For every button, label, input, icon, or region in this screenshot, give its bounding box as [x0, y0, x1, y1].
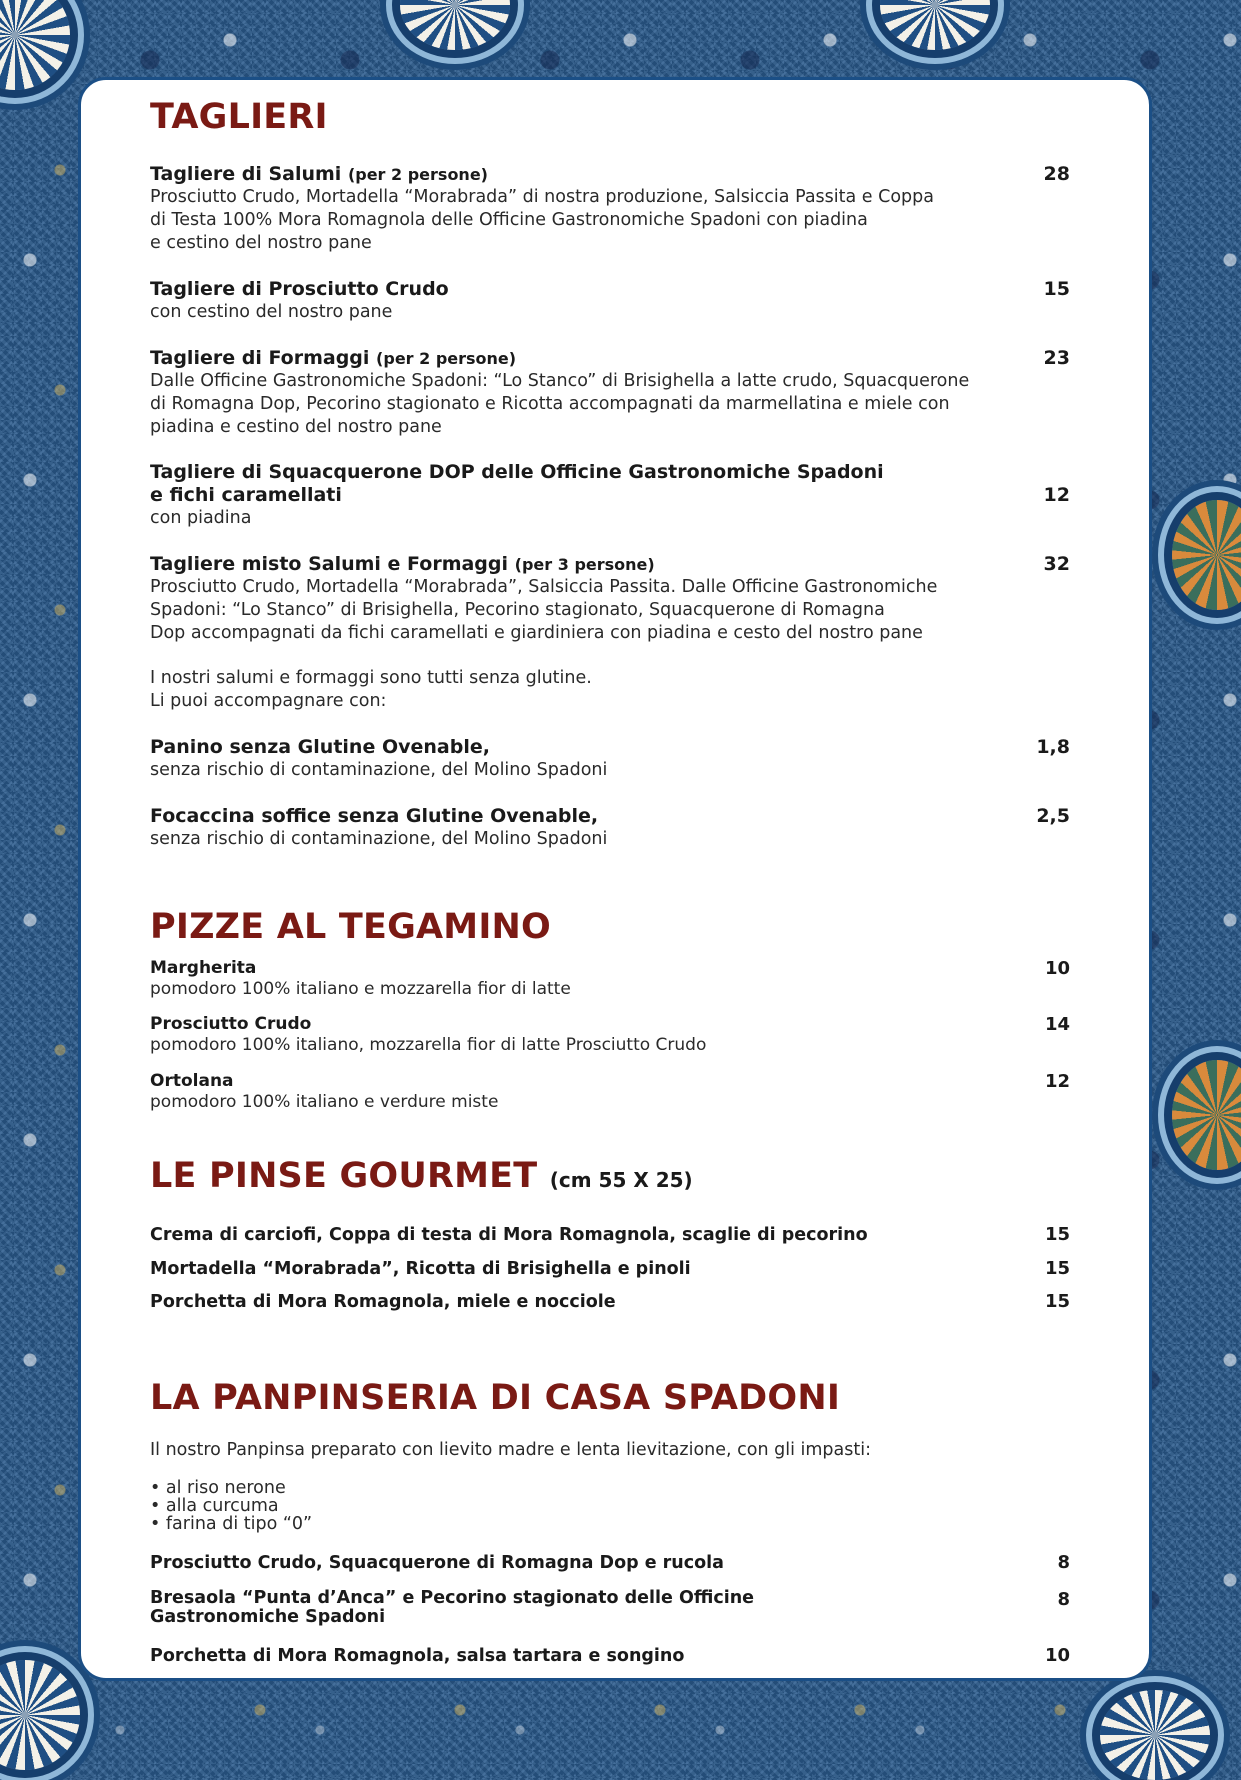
mosaic-medallion [1172, 1060, 1241, 1170]
menu-item [150, 278, 1070, 324]
dough-item: • alla curcuma [150, 1497, 312, 1515]
item-name: Prosciutto Crudo [150, 1014, 312, 1034]
item-price: 1,8 [1036, 736, 1070, 758]
item-description: Prosciutto Crudo, Mortadella “Morabrada” di nostra produzione, Salsiccia Passita e Coppa di Testa 100% Mora Romagnola delle Officine Gastronomiche Spadoni con piadina e cestino del nostro pane [150, 187, 934, 253]
item-name: Prosciutto Crudo, Squacquerone di Romagna Dop e rucola [150, 1553, 724, 1573]
item-price: 12 [1044, 1071, 1070, 1092]
item-description: senza rischio di contaminazione, del Molino Spadoni [150, 829, 608, 849]
gluten-free-note: I nostri salumi e formaggi sono tutti senza glutine. Li puoi accompagnare con: [150, 668, 592, 711]
menu-item [150, 461, 1070, 530]
section-title-text: LE PINSE GOURMET [150, 1156, 538, 1196]
section-title-pinse [150, 1156, 693, 1196]
item-description: con cestino del nostro pane [150, 302, 393, 322]
item-name: Margherita [150, 958, 257, 978]
item-name: Tagliere di Formaggi (per 2 persone) [150, 347, 517, 369]
item-name: Tagliere di Salumi (per 2 persone) [150, 163, 488, 185]
menu-item [150, 553, 1070, 645]
item-description: pomodoro 100% italiano e mozzarella fior di latte [150, 979, 571, 999]
item-name: Porchetta di Mora Romagnola, salsa tartara e songino [150, 1646, 685, 1666]
item-description: pomodoro 100% italiano e verdure miste [150, 1092, 499, 1112]
item-price: 15 [1044, 1258, 1070, 1279]
item-price: 8 [1057, 1552, 1070, 1573]
section-title-pizze: PIZZE AL TEGAMINO [150, 907, 551, 947]
menu-item [150, 736, 1070, 782]
item-name: Tagliere di Squacquerone DOP delle Officine Gastronomiche Spadoni e fichi caramellati [150, 461, 884, 506]
menu-item [150, 805, 1070, 851]
dough-item: • farina di tipo “0” [150, 1515, 312, 1533]
mosaic-medallion [400, 0, 510, 50]
item-name: Ortolana [150, 1071, 234, 1091]
menu-item [150, 1291, 1070, 1313]
item-description: Prosciutto Crudo, Mortadella “Morabrada”, Salsiccia Passita. Dalle Officine Gastronomiche Spadoni: “Lo Stanco” di Brisighella, Pecorino stagionato, Squacquerone di Romagna Dop accompagnati da fichi caramellati e giardiniera con piadina e cesto del nostro pane [150, 577, 938, 643]
item-name: Tagliere misto Salumi e Formaggi (per 3 persone) [150, 553, 655, 575]
item-price: 15 [1043, 278, 1070, 300]
item-name: Mortadella “Morabrada”, Ricotta di Brisighella e pinoli [150, 1259, 691, 1279]
mosaic-medallion [0, 0, 70, 90]
menu-item [150, 1552, 1070, 1574]
item-name: Bresaola “Punta d’Anca” e Pecorino stagionato delle Officine Gastronomiche Spadoni [150, 1588, 755, 1627]
item-description: senza rischio di contaminazione, del Molino Spadoni [150, 760, 608, 780]
mosaic-medallion [1100, 1690, 1210, 1780]
item-price: 14 [1044, 1014, 1070, 1035]
dough-item: • al riso nerone [150, 1479, 312, 1497]
item-name: Panino senza Glutine Ovenable, [150, 736, 490, 758]
menu-item [150, 1071, 1070, 1112]
menu-item [150, 163, 1070, 255]
item-price: 2,5 [1036, 805, 1070, 827]
item-price: 10 [1044, 958, 1070, 979]
item-name: Focaccina soffice senza Glutine Ovenable, [150, 805, 599, 827]
item-price: 28 [1043, 163, 1070, 185]
dough-list [150, 1479, 312, 1533]
panpinseria-intro: Il nostro Panpinsa preparato con lievito madre e lenta lievitazione, con gli impasti: [150, 1440, 871, 1460]
item-description: con piadina [150, 508, 252, 528]
menu-item [150, 1014, 1070, 1055]
item-price: 12 [1043, 484, 1070, 506]
item-price: 15 [1044, 1291, 1070, 1312]
item-name: Porchetta di Mora Romagnola, miele e nocciole [150, 1292, 616, 1312]
mosaic-medallion [880, 0, 990, 50]
menu-item [150, 1224, 1070, 1246]
item-price: 15 [1044, 1224, 1070, 1245]
item-name: Crema di carciofi, Coppa di testa di Mora Romagnola, scaglie di pecorino [150, 1225, 868, 1245]
menu-item [150, 347, 1070, 439]
item-name: Tagliere di Prosciutto Crudo [150, 278, 449, 300]
item-price: 10 [1044, 1645, 1070, 1666]
menu-item [150, 1258, 1070, 1280]
menu-item [150, 1645, 1070, 1667]
section-title-panpinseria: LA PANPINSERIA DI CASA SPADONI [150, 1378, 841, 1418]
item-price: 8 [1057, 1589, 1070, 1610]
item-description: pomodoro 100% italiano, mozzarella fior di latte Prosciutto Crudo [150, 1035, 707, 1055]
menu-item [150, 1589, 1070, 1627]
section-subtitle: (cm 55 X 25) [549, 1168, 693, 1192]
item-price: 32 [1043, 553, 1070, 575]
item-description: Dalle Officine Gastronomiche Spadoni: “Lo Stanco” di Brisighella a latte crudo, Squacquerone di Romagna Dop, Pecorino stagionato e Ricotta accompagnati da marmellatina e miele con piadina e cestino del nostro pane [150, 371, 970, 437]
mosaic-medallion [1172, 500, 1241, 610]
menu-item [150, 958, 1070, 999]
section-title-taglieri: TAGLIERI [150, 97, 328, 137]
item-price: 23 [1043, 347, 1070, 369]
